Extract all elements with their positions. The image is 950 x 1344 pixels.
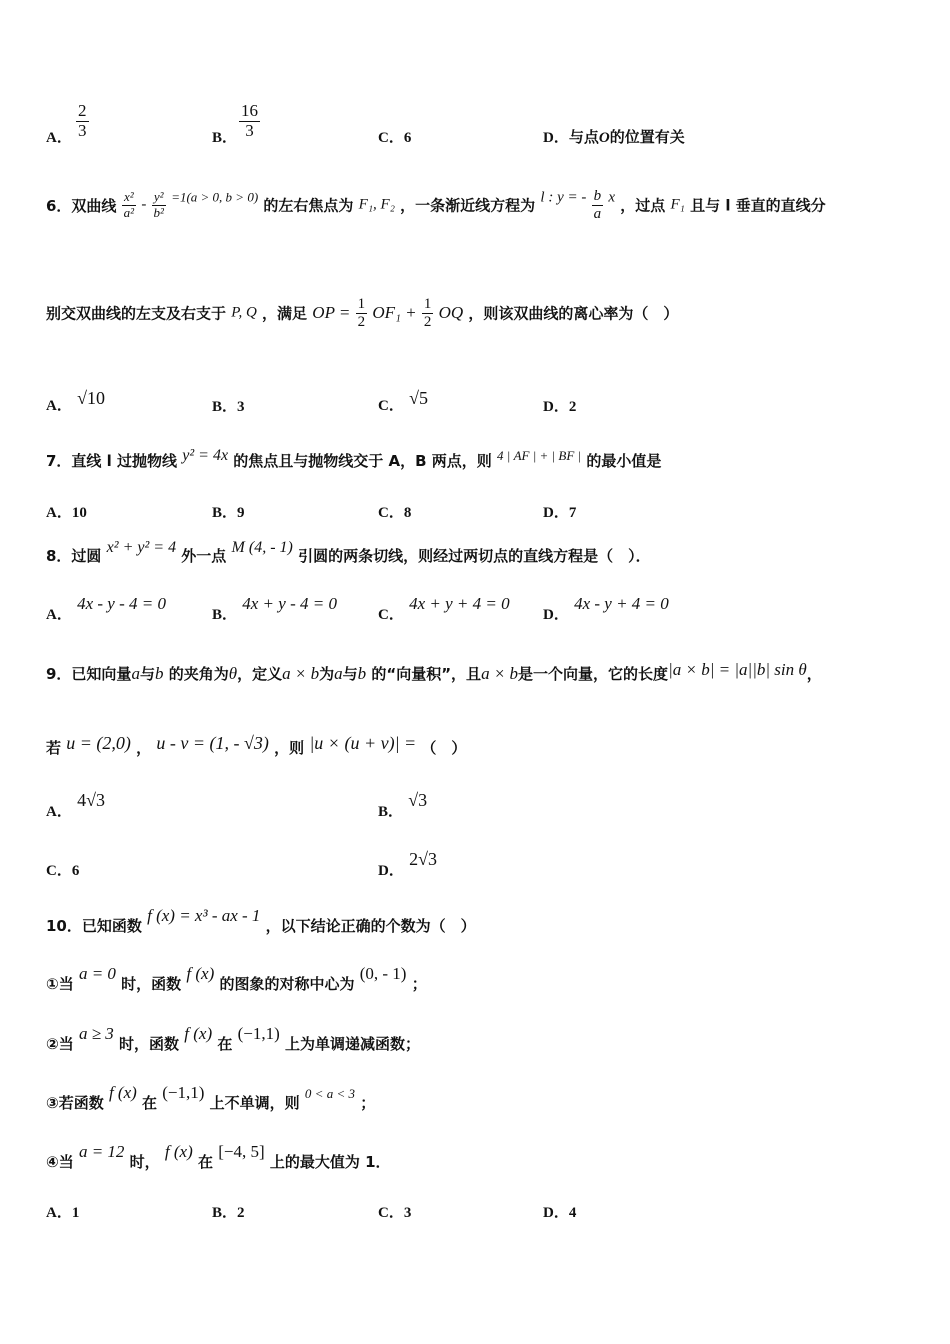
text: ③若函数	[46, 1094, 104, 1112]
text: 在	[197, 1153, 213, 1171]
q10-option-a[interactable]: A．1	[46, 1205, 80, 1221]
text: ，过点	[620, 196, 666, 215]
numerator: 16	[241, 101, 258, 120]
cross-product: a × b	[481, 664, 519, 683]
q5-option-a[interactable]	[46, 126, 72, 147]
text: 的最小值是	[586, 452, 662, 470]
q8-line	[46, 538, 651, 566]
text: 时，函数	[119, 1035, 180, 1053]
vector-u: u = (2,0)	[66, 733, 131, 753]
option-value: 4x - y + 4 = 0	[574, 594, 669, 613]
option-value: √5	[409, 388, 428, 408]
text: ；	[360, 1094, 376, 1112]
vector-op: OP =	[312, 303, 351, 322]
q8-option-d[interactable]	[543, 594, 669, 624]
option-value: 4x + y - 4 = 0	[242, 594, 337, 613]
frac-half-2	[422, 296, 434, 330]
text: 别交双曲线的左支及右支于	[46, 304, 227, 323]
q10-statement-2	[46, 1024, 420, 1054]
text: 时，函数	[121, 975, 182, 993]
text: ②当	[46, 1035, 74, 1053]
condition: 0 < a < 3	[304, 1086, 355, 1101]
text: 8．过圆	[46, 547, 102, 565]
q8-option-a[interactable]	[46, 594, 166, 624]
option-label: A．	[46, 607, 72, 623]
q5-option-c[interactable]: C．6	[378, 130, 412, 146]
condition: a = 12	[78, 1142, 125, 1161]
focus-f1: F₁	[670, 196, 685, 213]
expression: |u × (u + v)| =	[309, 733, 417, 753]
q5-option-d[interactable]	[543, 126, 685, 147]
option-label: A．	[46, 398, 72, 414]
vector-of1: OF₁ +	[372, 303, 417, 322]
text: 的图象的对称中心为	[219, 975, 355, 993]
q6-option-d[interactable]: D．2	[543, 399, 577, 415]
q7-option-a[interactable]: A．10	[46, 505, 87, 521]
asymptote: l : y = -	[540, 189, 587, 206]
text: 上不单调，则	[209, 1094, 300, 1112]
q9-option-a[interactable]	[46, 790, 105, 821]
text: 在	[217, 1035, 233, 1053]
option-label: B．	[212, 607, 238, 623]
q10-statement-1	[46, 964, 427, 994]
text: （ ）	[421, 739, 467, 757]
q6-option-c[interactable]	[378, 388, 428, 415]
point-m: M (4, - 1)	[231, 539, 293, 556]
denominator: a	[593, 205, 602, 222]
numerator: b	[593, 188, 602, 204]
option-value: √3	[408, 790, 428, 810]
denominator: b²	[153, 204, 164, 220]
condition: a ≥ 3	[78, 1024, 114, 1043]
function-fx: f (x)	[108, 1083, 137, 1102]
text: 是一个向量，它的长度	[518, 665, 669, 683]
q10-option-b[interactable]: B．2	[212, 1205, 245, 1221]
option-label: C．	[378, 607, 404, 623]
text: 引圆的两条切线，则经过两切点的直线方程是（ ）．	[298, 547, 651, 565]
cross-product: a × b	[282, 664, 320, 683]
vector-u-minus-v: u - v = (1, - √3)	[156, 733, 269, 753]
text: 时，	[129, 1153, 160, 1171]
numerator: 1	[423, 296, 432, 312]
text: 外一点	[181, 547, 227, 565]
q5-option-a-fraction	[76, 102, 89, 140]
variable-x: x	[608, 189, 615, 206]
function-f: f (x) = x³ - ax - 1	[147, 906, 261, 925]
text: 与	[342, 665, 358, 683]
frac-b-a	[592, 188, 604, 222]
parabola-equation: y² = 4x	[182, 447, 229, 464]
q10-statement-3	[46, 1083, 375, 1113]
function-fx: f (x)	[184, 1024, 213, 1043]
q10-statement-4	[46, 1142, 391, 1172]
vector-a: a	[131, 664, 140, 683]
text: ④当	[46, 1153, 74, 1171]
option-text: 的位置有关	[609, 128, 685, 146]
denominator: 3	[245, 120, 254, 140]
vector-b: b	[154, 664, 164, 683]
text: ，一条渐近线方程为	[400, 196, 536, 215]
text: 10．已知函数	[46, 917, 142, 935]
q10-line	[46, 906, 476, 936]
text: ，	[806, 665, 822, 683]
option-value: 2√3	[409, 849, 437, 869]
condition: a = 0	[78, 964, 116, 983]
point-o: O	[598, 130, 610, 146]
q7-option-d[interactable]: D．7	[543, 505, 577, 521]
option-value: 4x + y + 4 = 0	[409, 594, 510, 613]
text: 且与 l 垂直的直线分	[690, 196, 826, 215]
center-point: (0, - 1)	[359, 964, 407, 983]
text: 的焦点且与抛物线交于 A，B 两点，则	[233, 452, 492, 470]
text: ，	[136, 739, 152, 757]
numerator: y²	[152, 190, 166, 205]
q6-option-b[interactable]: B．3	[212, 399, 245, 415]
denominator: a²	[123, 204, 135, 220]
text: 7．直线 l 过抛物线	[46, 452, 178, 470]
q7-line	[46, 446, 661, 471]
text: 上的最大值为 1．	[269, 1153, 391, 1171]
vector-oq: OQ	[438, 303, 464, 322]
q10-option-c[interactable]: C．3	[378, 1205, 412, 1221]
vector-b: b	[357, 664, 367, 683]
interval: (−1,1)	[237, 1024, 280, 1043]
function-fx: f (x)	[186, 964, 215, 983]
option-label: A．	[46, 130, 72, 146]
text: 与	[139, 665, 155, 683]
text: 上为单调递减函数；	[285, 1035, 421, 1053]
denominator: 2	[423, 313, 432, 330]
q6-option-a[interactable]	[46, 388, 105, 415]
frac-x2-a2	[122, 190, 136, 220]
text: ①当	[46, 975, 74, 993]
q9-option-c[interactable]: C．6	[46, 863, 80, 879]
option-label: B．	[212, 130, 238, 146]
numerator: 2	[78, 101, 87, 120]
frac-half-1	[356, 296, 368, 330]
function-fx: f (x)	[164, 1142, 193, 1161]
text: ，以下结论正确的个数为（ ）	[265, 917, 476, 935]
q9-option-d[interactable]	[378, 849, 437, 880]
option-label: D．	[378, 863, 404, 879]
q8-option-c[interactable]	[378, 594, 510, 624]
option-value: 4√3	[77, 790, 105, 810]
interval: [−4, 5]	[218, 1142, 265, 1161]
angle-theta: θ	[228, 664, 238, 683]
option-value: √10	[77, 388, 105, 408]
frac-y2-b2	[152, 190, 166, 220]
option-label: D．与点	[543, 130, 599, 146]
text: ，满足	[262, 304, 308, 323]
length-formula: |a × b| = |a||b| sin θ	[668, 660, 807, 679]
text: 若	[46, 739, 62, 757]
option-label: A．	[46, 804, 72, 820]
foci: F₁, F₂	[358, 196, 395, 213]
q6-line2	[46, 296, 678, 330]
q5-option-b[interactable]	[212, 126, 237, 147]
text: 的左右焦点为	[263, 196, 354, 215]
text: ，定义	[237, 665, 283, 683]
numerator: 1	[357, 296, 366, 312]
vector-a: a	[334, 664, 343, 683]
q5-option-b-fraction	[239, 102, 260, 140]
option-label: C．	[378, 398, 404, 414]
q6-line1: 6．双曲线 $\frac{\text{x²}}{\text{a²}}$ - $\frac{\text{y²}}{\text{b²}}$ =1(a > 0, b > 0) 的左右焦点为 F₁, F₂ ，一条渐近线方程为 l : y = - $\frac{b}{a}$ x ，过点 F₁ 且与 l 垂直的直线分	[46, 188, 826, 222]
circle-equation: x² + y² = 4	[106, 539, 177, 556]
q7-option-b[interactable]: B．9	[212, 505, 245, 521]
denominator: 2	[357, 313, 366, 330]
text: ，则	[274, 739, 305, 757]
q10-option-d[interactable]: D．4	[543, 1205, 577, 1221]
text: 在	[142, 1094, 158, 1112]
points-pq: P, Q	[231, 304, 257, 321]
hyperbola-condition: =1(a > 0, b > 0)	[171, 189, 259, 205]
text: 为	[319, 665, 335, 683]
expression: 4 | AF | + | BF |	[497, 448, 582, 463]
text: 的“向量积”，且	[371, 665, 482, 683]
option-label: B．	[378, 804, 404, 820]
q8-option-b[interactable]	[212, 594, 337, 624]
q7-option-c[interactable]: C．8	[378, 505, 412, 521]
option-label: D．	[543, 607, 569, 623]
option-value: 4x - y - 4 = 0	[77, 594, 166, 613]
text: 的夹角为	[168, 665, 229, 683]
text: 9．已知向量	[46, 665, 132, 683]
q9-option-b[interactable]	[378, 790, 427, 821]
numerator: x²	[122, 190, 136, 205]
question-number: 6．双曲线	[46, 196, 117, 215]
text: ；	[411, 975, 427, 993]
q9-line2	[46, 733, 466, 758]
q9-line1	[46, 660, 822, 684]
interval: (−1,1)	[162, 1083, 205, 1102]
text: ，则该双曲线的离心率为（ ）	[468, 304, 679, 323]
denominator: 3	[78, 120, 87, 140]
